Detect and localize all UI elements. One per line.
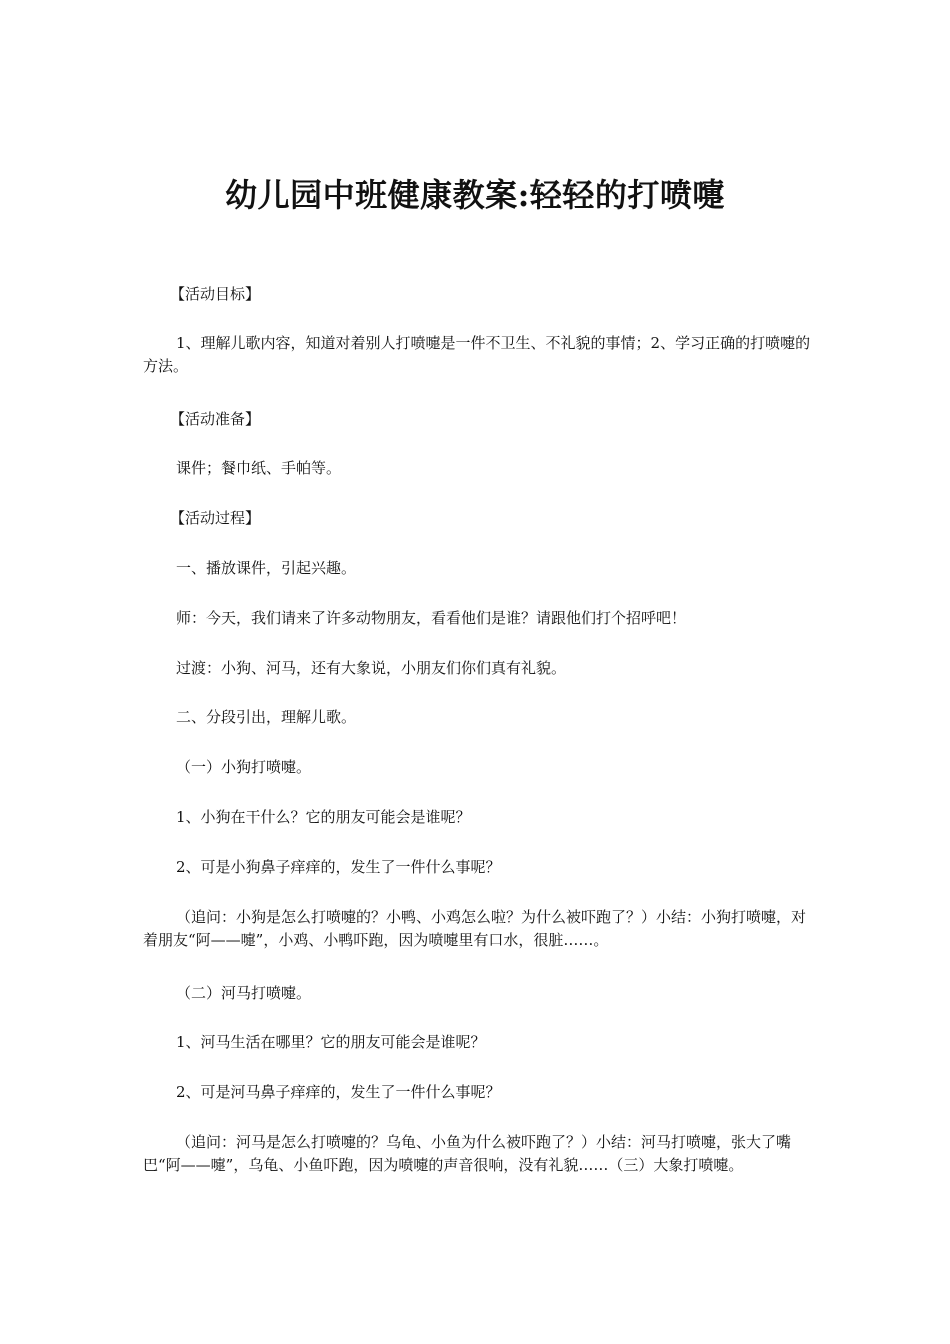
paragraph-hippo-summary: （追问：河马是怎么打喷嚏的？乌龟、小鱼为什么被吓跑了？）小结：河马打喷嚏，张大了嘴巴“阿——嚏”，乌龟、小鱼吓跑，因为喷嚏的声音很响，没有礼貌……（三）大象打喷嚏。 [143,1133,792,1174]
paragraph-dog-heading: （一）小狗打喷嚏。 [176,758,312,776]
paragraph-goals: 1、理解儿歌内容，知道对着别人打喷嚏是一件不卫生、不礼貌的事情；2、学习正确的打喷嚏的方法。 [143,334,811,375]
paragraph-dog-q2: 2、可是小狗鼻子痒痒的，发生了一件什么事呢？ [176,858,501,876]
paragraph-transition: 过渡：小狗、河马，还有大象说，小朋友们你们真有礼貌。 [176,659,567,677]
paragraph-teacher: 师：今天，我们请来了许多动物朋友，看看他们是谁？请跟他们打个招呼吧！ [176,609,687,627]
paragraph-dog-q1: 1、小狗在干什么？它的朋友可能会是谁呢？ [176,808,471,826]
paragraph-preparation: 课件；餐巾纸、手帕等。 [176,459,342,477]
paragraph-step-1: 一、播放课件，引起兴趣。 [176,559,357,577]
paragraph-hippo-heading: （二）河马打喷嚏。 [176,984,312,1002]
paragraph-dog-summary: （追问：小狗是怎么打喷嚏的？小鸭、小鸡怎么啦？为什么被吓跑了？）小结：小狗打喷嚏，对着朋友“阿——嚏”，小鸡、小鸭吓跑，因为喷嚏里有口水，很脏……。 [143,908,807,949]
document-title: 幼儿园中班健康教案:轻轻的打喷嚏 [225,176,725,215]
paragraph-hippo-q2: 2、可是河马鼻子痒痒的，发生了一件什么事呢？ [176,1083,501,1101]
section-heading-process: 【活动过程】 [170,509,261,527]
section-heading-preparation: 【活动准备】 [170,410,261,428]
paragraph-step-2: 二、分段引出，理解儿歌。 [176,708,357,726]
section-heading-goals: 【活动目标】 [170,285,261,303]
paragraph-hippo-q1: 1、河马生活在哪里？它的朋友可能会是谁呢？ [176,1033,486,1051]
